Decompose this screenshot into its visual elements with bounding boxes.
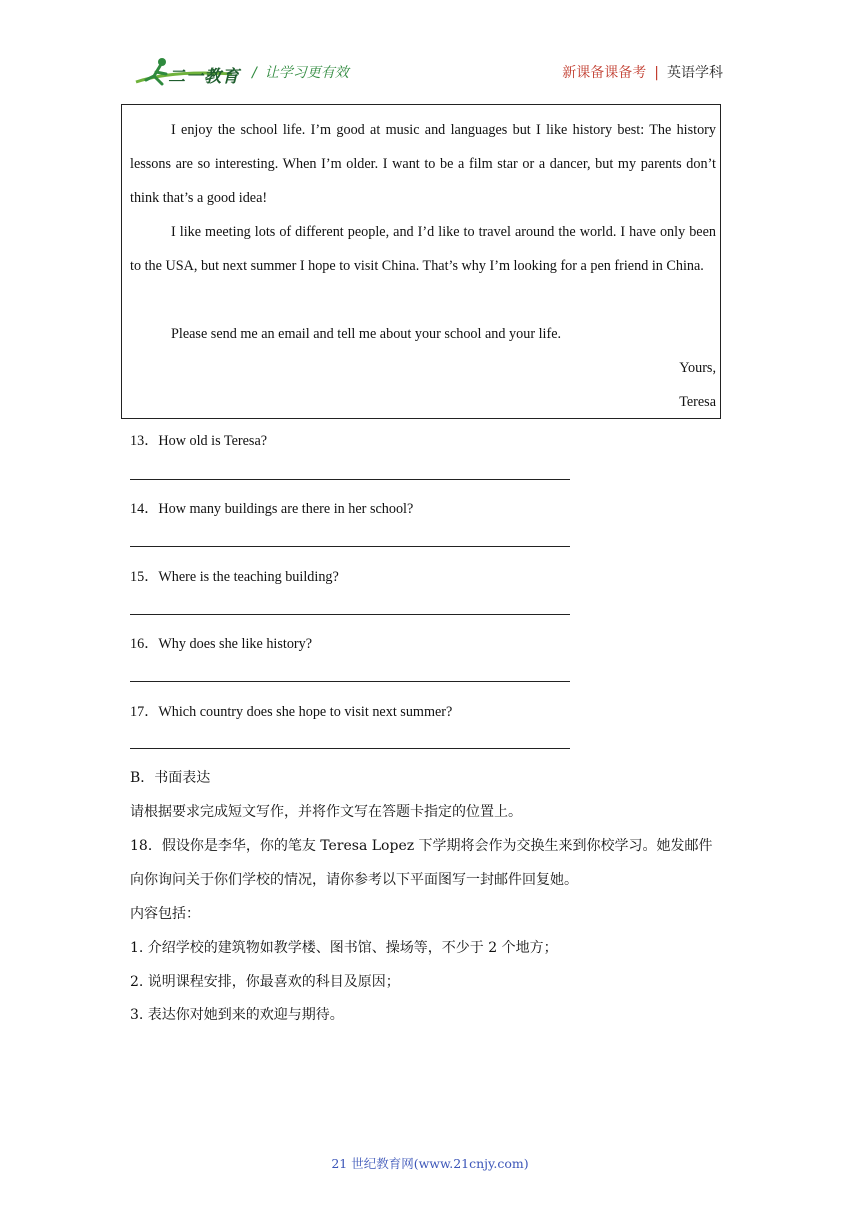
content-label: 内容包括： bbox=[130, 906, 200, 922]
letter-paragraph-2: I like meeting lots of different people, and I’d like to travel around the world. I have only been to the USA, but next summer I hope to visit China. That’s why I’m looking for a pen friend in China. bbox=[130, 224, 716, 274]
question-13: 13．How old is Teresa? bbox=[130, 433, 268, 449]
question-18-line1: 18．假设你是李华，你的笔友 Teresa Lopez 下学期将会作为交换生来到你校学习。她发邮件 bbox=[130, 838, 713, 854]
letter-box bbox=[121, 104, 721, 419]
question-16: 16．Why does she like history? bbox=[130, 636, 313, 652]
answer-line-14[interactable] bbox=[130, 546, 570, 547]
letter-paragraph-3: Please send me an email and tell me about your school and your life. bbox=[171, 326, 562, 342]
question-15: 15．Where is the teaching building? bbox=[130, 569, 339, 585]
answer-line-15[interactable] bbox=[130, 614, 570, 615]
content-point-3: 3. 表达你对她到来的欢迎与期待。 bbox=[130, 1007, 344, 1023]
content-point-1: 1. 介绍学校的建筑物如教学楼、图书馆、操场等，不少于 2 个地方； bbox=[130, 940, 558, 956]
slogan: / 让学习更有效 bbox=[252, 65, 349, 81]
question-17: 17．Which country does she hope to visit next summer? bbox=[130, 704, 453, 720]
header-subject: 新课备课备考 | 英语学科 bbox=[562, 65, 723, 81]
question-18-line2: 向你询问关于你们学校的情况，请你参考以下平面图写一封邮件回复她。 bbox=[130, 872, 578, 888]
letter-signature: Teresa bbox=[679, 394, 716, 410]
letter-paragraph-1: I enjoy the school life. I’m good at music and languages but I like history best: The history lessons are so interesting. When I’m older. I want to be a film star or a dancer, but my parents don’t think that’s a good idea! bbox=[130, 122, 716, 206]
writing-instruction: 请根据要求完成短文写作，并将作文写在答题卡指定的位置上。 bbox=[130, 804, 522, 820]
page-header bbox=[0, 0, 860, 100]
answer-line-16[interactable] bbox=[130, 681, 570, 682]
answer-line-13[interactable] bbox=[130, 479, 570, 480]
logo-text: 二一教育 bbox=[168, 67, 240, 87]
question-14: 14．How many buildings are there in her school? bbox=[130, 501, 414, 517]
section-b-title: B．书面表达 bbox=[130, 770, 211, 786]
letter-closing: Yours, bbox=[679, 360, 716, 376]
content-point-2: 2. 说明课程安排，你最喜欢的科目及原因； bbox=[130, 974, 400, 990]
answer-line-17[interactable] bbox=[130, 748, 570, 749]
page-footer[interactable]: 21 世纪教育网(www.21cnjy.com) bbox=[331, 1156, 529, 1171]
